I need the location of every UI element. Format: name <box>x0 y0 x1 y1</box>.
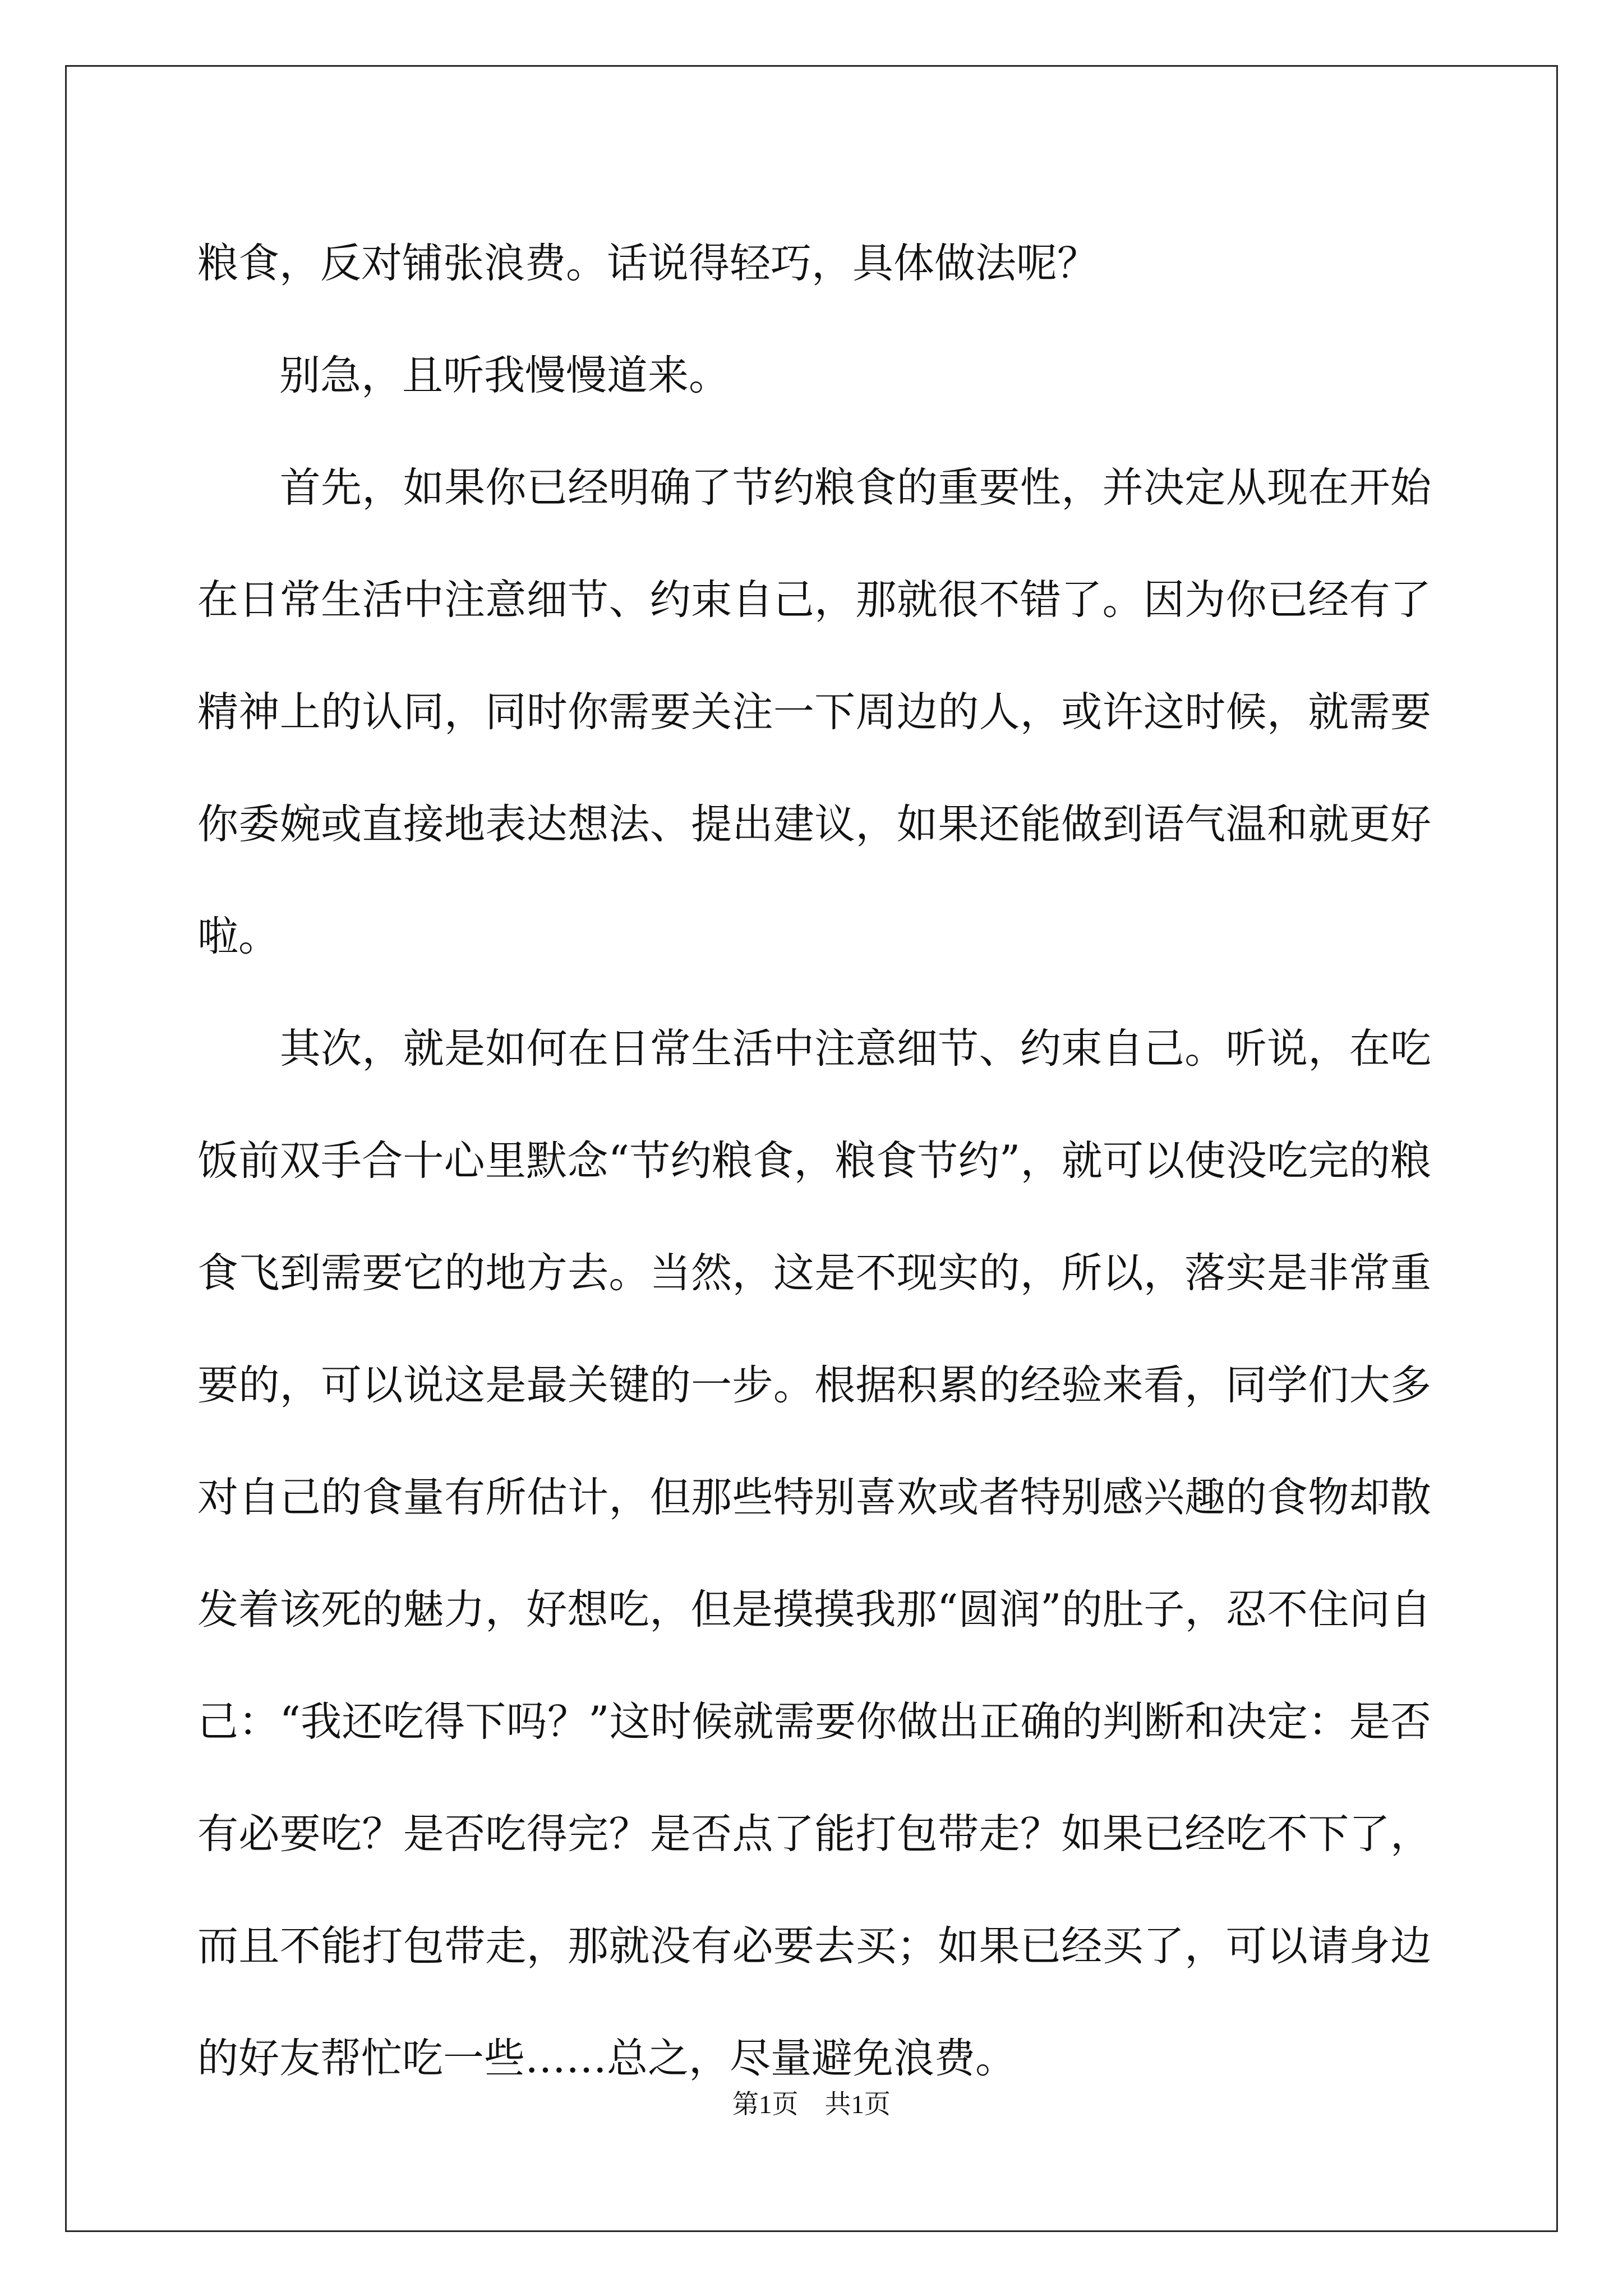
paragraph-4: 其次，就是如何在日常生活中注意细节、约束自己。听说，在吃饭前双手合十心里默念“节约粮食，粮食节约”，就可以使没吃完的粮食飞到需要它的地方去。当然，这是不现实的，所以，落实是非常重要的，可以说这是最关键的一步。根据积累的经验来看，同学们大多对自己的食量有所估计，但那些特别喜欢或者特别感兴趣的食物却散发着该死的魅力，好想吃，但是摸摸我那“圆润”的肚子，忍不住问自己：“我还吃得下吗？”这时候就需要你做出正确的判断和决定：是否有必要吃？是否吃得完？是否点了能打包带走？如果已经吃不下了，而且不能打包带走，那就没有必要去买；如果已经买了，可以请身边的好友帮忙吃一些……总之，尽量避免浪费。 <box>197 1025 1431 2082</box>
page-number: 第1页 共1页 <box>732 2090 891 2119</box>
page-footer <box>0 2088 1623 2122</box>
paragraph-3: 首先，如果你已经明确了节约粮食的重要性，并决定从现在开始在日常生活中注意细节、约束自己，那就很不错了。因为你已经有了精神上的认同，同时你需要关注一下周边的人，或许这时候，就需要你委婉或直接地表达想法、提出建议，如果还能做到语气温和就更好啦。 <box>197 464 1431 960</box>
document-body <box>197 208 1431 2115</box>
paragraph-1: 粮食，反对铺张浪费。话说得轻巧，具体做法呢？ <box>197 240 1098 287</box>
paragraph-2: 别急，且听我慢慢道来。 <box>197 352 730 399</box>
